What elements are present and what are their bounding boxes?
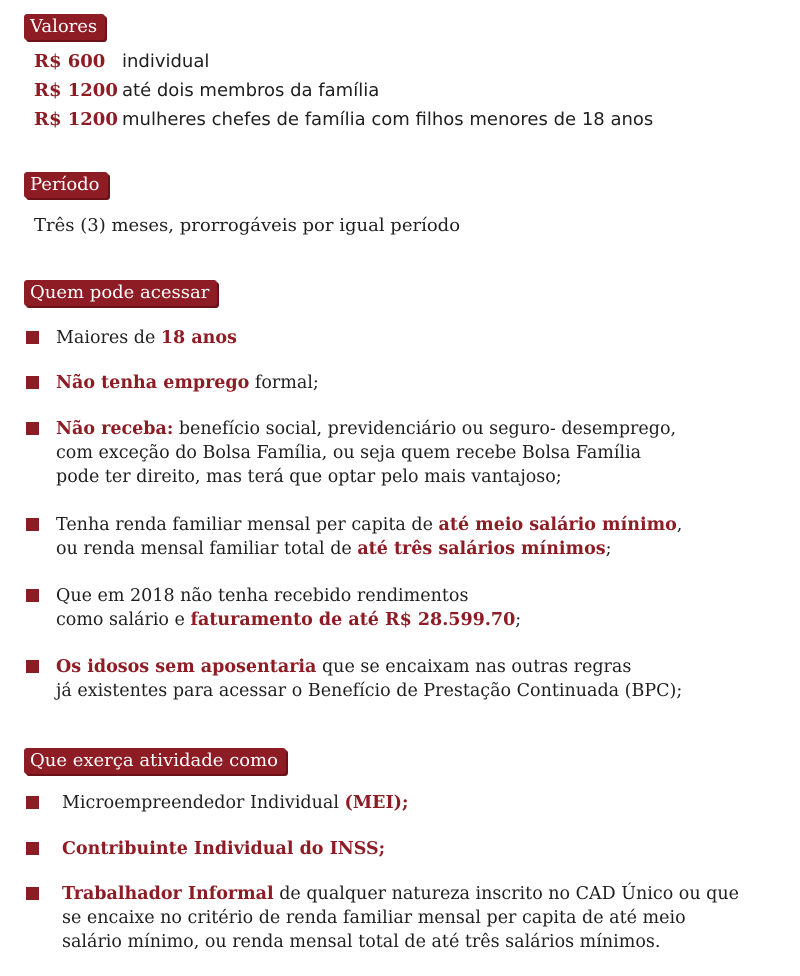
item-text: Microempreendedor Individual xyxy=(62,793,345,813)
item-highlight: Os idosos sem aposentaria xyxy=(56,657,317,677)
item-text: Maiores de xyxy=(56,328,161,348)
item-text: Que em 2018 não tenha recebido rendimentos xyxy=(56,586,469,606)
item-text: como salário e xyxy=(56,610,191,630)
item-text: ou renda mensal familiar total de xyxy=(56,539,358,559)
list-item xyxy=(26,584,776,632)
item-text: , xyxy=(676,515,683,535)
list-item xyxy=(26,837,776,861)
square-bullet-icon xyxy=(26,887,39,900)
valor-desc: até dois membros da família xyxy=(122,80,380,101)
list-item xyxy=(26,371,776,395)
valor-desc: mulheres chefes de família com filhos menores de 18 anos xyxy=(122,109,654,130)
quem-heading: Quem pode acessar xyxy=(24,280,217,306)
item-highlight: Contribuinte Individual do INSS; xyxy=(62,839,386,859)
item-text: de qualquer natureza inscrito no CAD Único ou que xyxy=(273,884,739,904)
valor-row xyxy=(34,51,209,72)
valor-amount: R$ 600 xyxy=(34,51,106,72)
item-highlight: Não receba: xyxy=(56,419,174,439)
periodo-text: Três (3) meses, prorrogáveis por igual período xyxy=(34,215,461,236)
square-bullet-icon xyxy=(26,331,39,344)
valor-amount: R$ 1200 xyxy=(34,80,118,101)
item-text: formal; xyxy=(249,373,319,393)
list-item xyxy=(26,513,776,561)
item-text: com exceção do Bolsa Família, ou seja quem recebe Bolsa Família xyxy=(56,443,642,463)
item-highlight: Não tenha emprego xyxy=(56,373,250,393)
item-highlight: Trabalhador Informal xyxy=(62,884,274,904)
valor-row xyxy=(34,109,653,130)
item-highlight: faturamento de até R$ 28.599.70 xyxy=(190,610,516,630)
item-highlight: 18 anos xyxy=(160,328,237,348)
square-bullet-icon xyxy=(26,422,39,435)
item-text: que se encaixam nas outras regras xyxy=(316,657,632,677)
item-highlight: até três salários mínimos xyxy=(357,539,606,559)
valor-amount: R$ 1200 xyxy=(34,109,118,130)
valor-desc: individual xyxy=(122,51,210,72)
item-text: pode ter direito, mas terá que optar pelo mais vantajoso; xyxy=(56,467,562,487)
valores-heading: Valores xyxy=(24,14,105,40)
list-item xyxy=(26,417,776,489)
square-bullet-icon xyxy=(26,376,39,389)
item-text: salário mínimo, ou renda mensal total de até três salários mínimos. xyxy=(62,932,661,952)
item-text: já existentes para acessar o Benefício de Prestação Continuada (BPC); xyxy=(56,681,683,701)
item-text: benefício social, previdenciário ou seguro- desemprego, xyxy=(173,419,677,439)
list-item xyxy=(26,791,776,815)
list-item xyxy=(26,655,776,703)
periodo-heading: Período xyxy=(24,172,108,198)
valor-row xyxy=(34,80,379,101)
item-text: ; xyxy=(515,610,522,630)
item-highlight: (MEI); xyxy=(344,793,409,813)
item-text: se encaixe no critério de renda familiar mensal per capita de até meio xyxy=(62,908,686,928)
list-item xyxy=(26,882,776,954)
square-bullet-icon xyxy=(26,842,39,855)
list-item xyxy=(26,326,776,350)
item-text: ; xyxy=(605,539,612,559)
square-bullet-icon xyxy=(26,796,39,809)
item-highlight: até meio salário mínimo xyxy=(438,515,677,535)
atividade-heading: Que exerça atividade como xyxy=(24,748,286,774)
square-bullet-icon xyxy=(26,660,39,673)
item-text: Tenha renda familiar mensal per capita de xyxy=(56,515,439,535)
square-bullet-icon xyxy=(26,589,39,602)
square-bullet-icon xyxy=(26,518,39,531)
